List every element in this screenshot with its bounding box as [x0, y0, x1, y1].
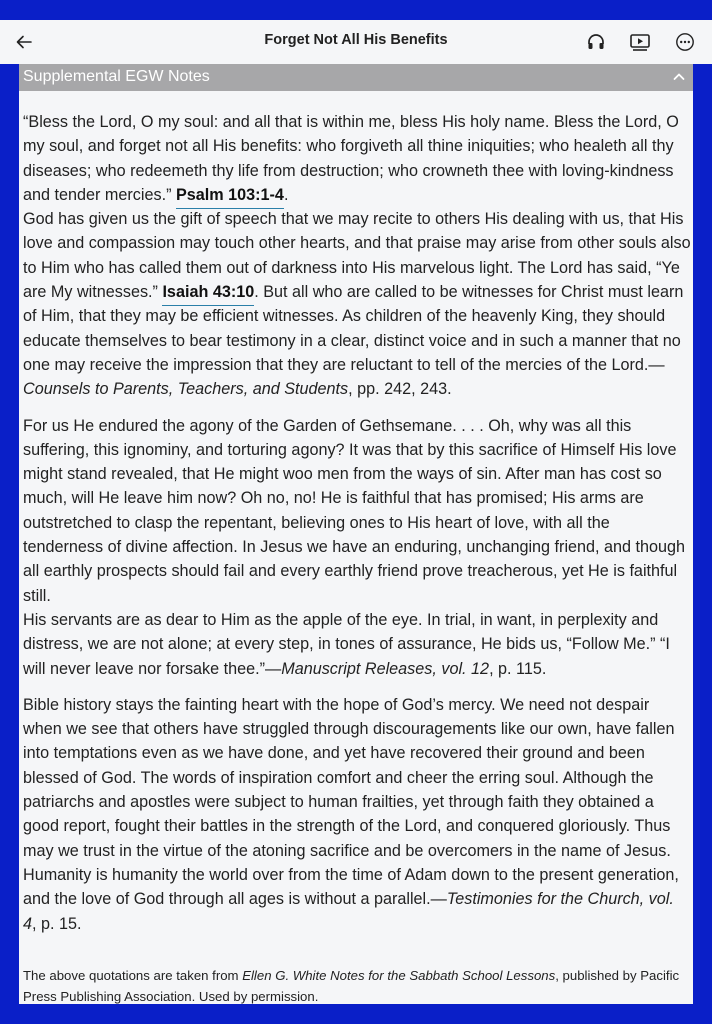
- text-span: , p. 15.: [32, 914, 82, 933]
- more-options-icon[interactable]: [673, 30, 697, 54]
- source-title: Ellen G. White Notes for the Sabbath School Lessons: [242, 968, 556, 983]
- source-title: Counsels to Parents, Teachers, and Students: [23, 380, 349, 399]
- top-bar: [0, 20, 712, 64]
- text-span: , p. 115.: [489, 659, 547, 678]
- text-span: .: [283, 185, 289, 204]
- body-text: [23, 608, 691, 681]
- permission-footnote: [23, 966, 691, 1007]
- text-span: The above quotations are taken from: [23, 968, 243, 983]
- body-text: For us He endured the agony of the Garden of Gethsemane. . . . Oh, why was all this suffering, this ignominy, and torturing agony? It was that by this sacrifice of Himself His love might stand revealed, that He might woo men from the ways of sin. After man has cost so much, will He leave him now? Oh no, no! He is faithful that has promised; His arms are outstretched to clasp the repentant, believing ones to His heart of love, with all the tenderness of divine affection. In Jesus we have an enduring, unchanging friend, and though all earthly prospects should fail and every earthly friend prove treacherous, yet He is faithful still.: [23, 416, 686, 605]
- page-title: Forget Not All His Benefits: [264, 32, 448, 48]
- body-text: [23, 693, 691, 936]
- source-title: Manuscript Releases, vol. 12: [281, 659, 490, 678]
- section-header[interactable]: [19, 64, 693, 91]
- text-span: His servants are as dear to Him as the apple of the eye. In trial, in want, in perplexity and distress, we are not alone; at every step, in tones of assurance, He bids us, “Follow Me.” “I will never leave nor forsake thee.”—: [23, 610, 670, 678]
- text-span: Bible history stays the fainting heart with the hope of God’s mercy. We need not despair when we see that others have struggled through discouragements like our own, have fallen into temptations even as we have done, and yet have recovered their ground and been blessed of God. The words of inspiration comfort and cheer the erring soul. Although the patriarchs and apostles were subject to human frailties, yet through faith they obtained a good report, fought their battles in the strength of the Lord, and conquered gloriously. Thus may we trust in the virtue of the atoning sacrifice and be overcomers in the name of Jesus. Humanity is humanity the world over from the time of Adam down to the present generation, and the love of God through all ages is without a parallel.—: [23, 695, 679, 909]
- source-title: Testimonies for the Church, vol. 4: [23, 890, 674, 933]
- scripture-link-psalm[interactable]: Psalm 103:1-4: [176, 186, 284, 209]
- scripture-link-isaiah[interactable]: Isaiah 43:10: [162, 283, 254, 306]
- notes-content: [23, 110, 691, 948]
- text-span: , published by Pacific Press Publishing Association. Used by permission.: [23, 968, 680, 1004]
- note-paragraph: [23, 414, 691, 681]
- headphones-icon[interactable]: [584, 30, 608, 54]
- quote-text: [23, 110, 691, 207]
- note-paragraph: [23, 693, 691, 936]
- play-video-icon[interactable]: [628, 30, 652, 54]
- note-paragraph: [23, 110, 691, 402]
- section-title: Supplemental EGW Notes: [23, 68, 210, 85]
- chevron-up-icon[interactable]: [671, 69, 687, 85]
- text-span: , pp. 242, 243.: [348, 380, 452, 399]
- text-span: “Bless the Lord, O my soul: and all that is within me, bless His holy name. Bless the Lord, O my soul, and forget not all His benefits: who forgiveth all thine iniquities; who healeth all thy diseases; who redeemeth thy life from destruction; who crowneth thee with loving-kindness and tender mercies.”: [23, 113, 679, 204]
- body-text: [23, 207, 691, 401]
- text-span: . But all who are called to be witnesses for Christ must learn of Him, that they may be efficient witnesses. As children of the heavenly King, they should educate themselves to bear testimony in a clear, distinct voice and in such a manner that no one may receive the impression that they are reluctant to tell of the mercies of the Lord.—: [23, 283, 684, 374]
- text-span: God has given us the gift of speech that we may recite to others His dealing with us, that His love and compassion may touch other hearts, and that praise may arise from other souls also to Him who has called them out of darkness into His marvelous light. The Lord has said, “Ye are My witnesses.”: [23, 210, 691, 302]
